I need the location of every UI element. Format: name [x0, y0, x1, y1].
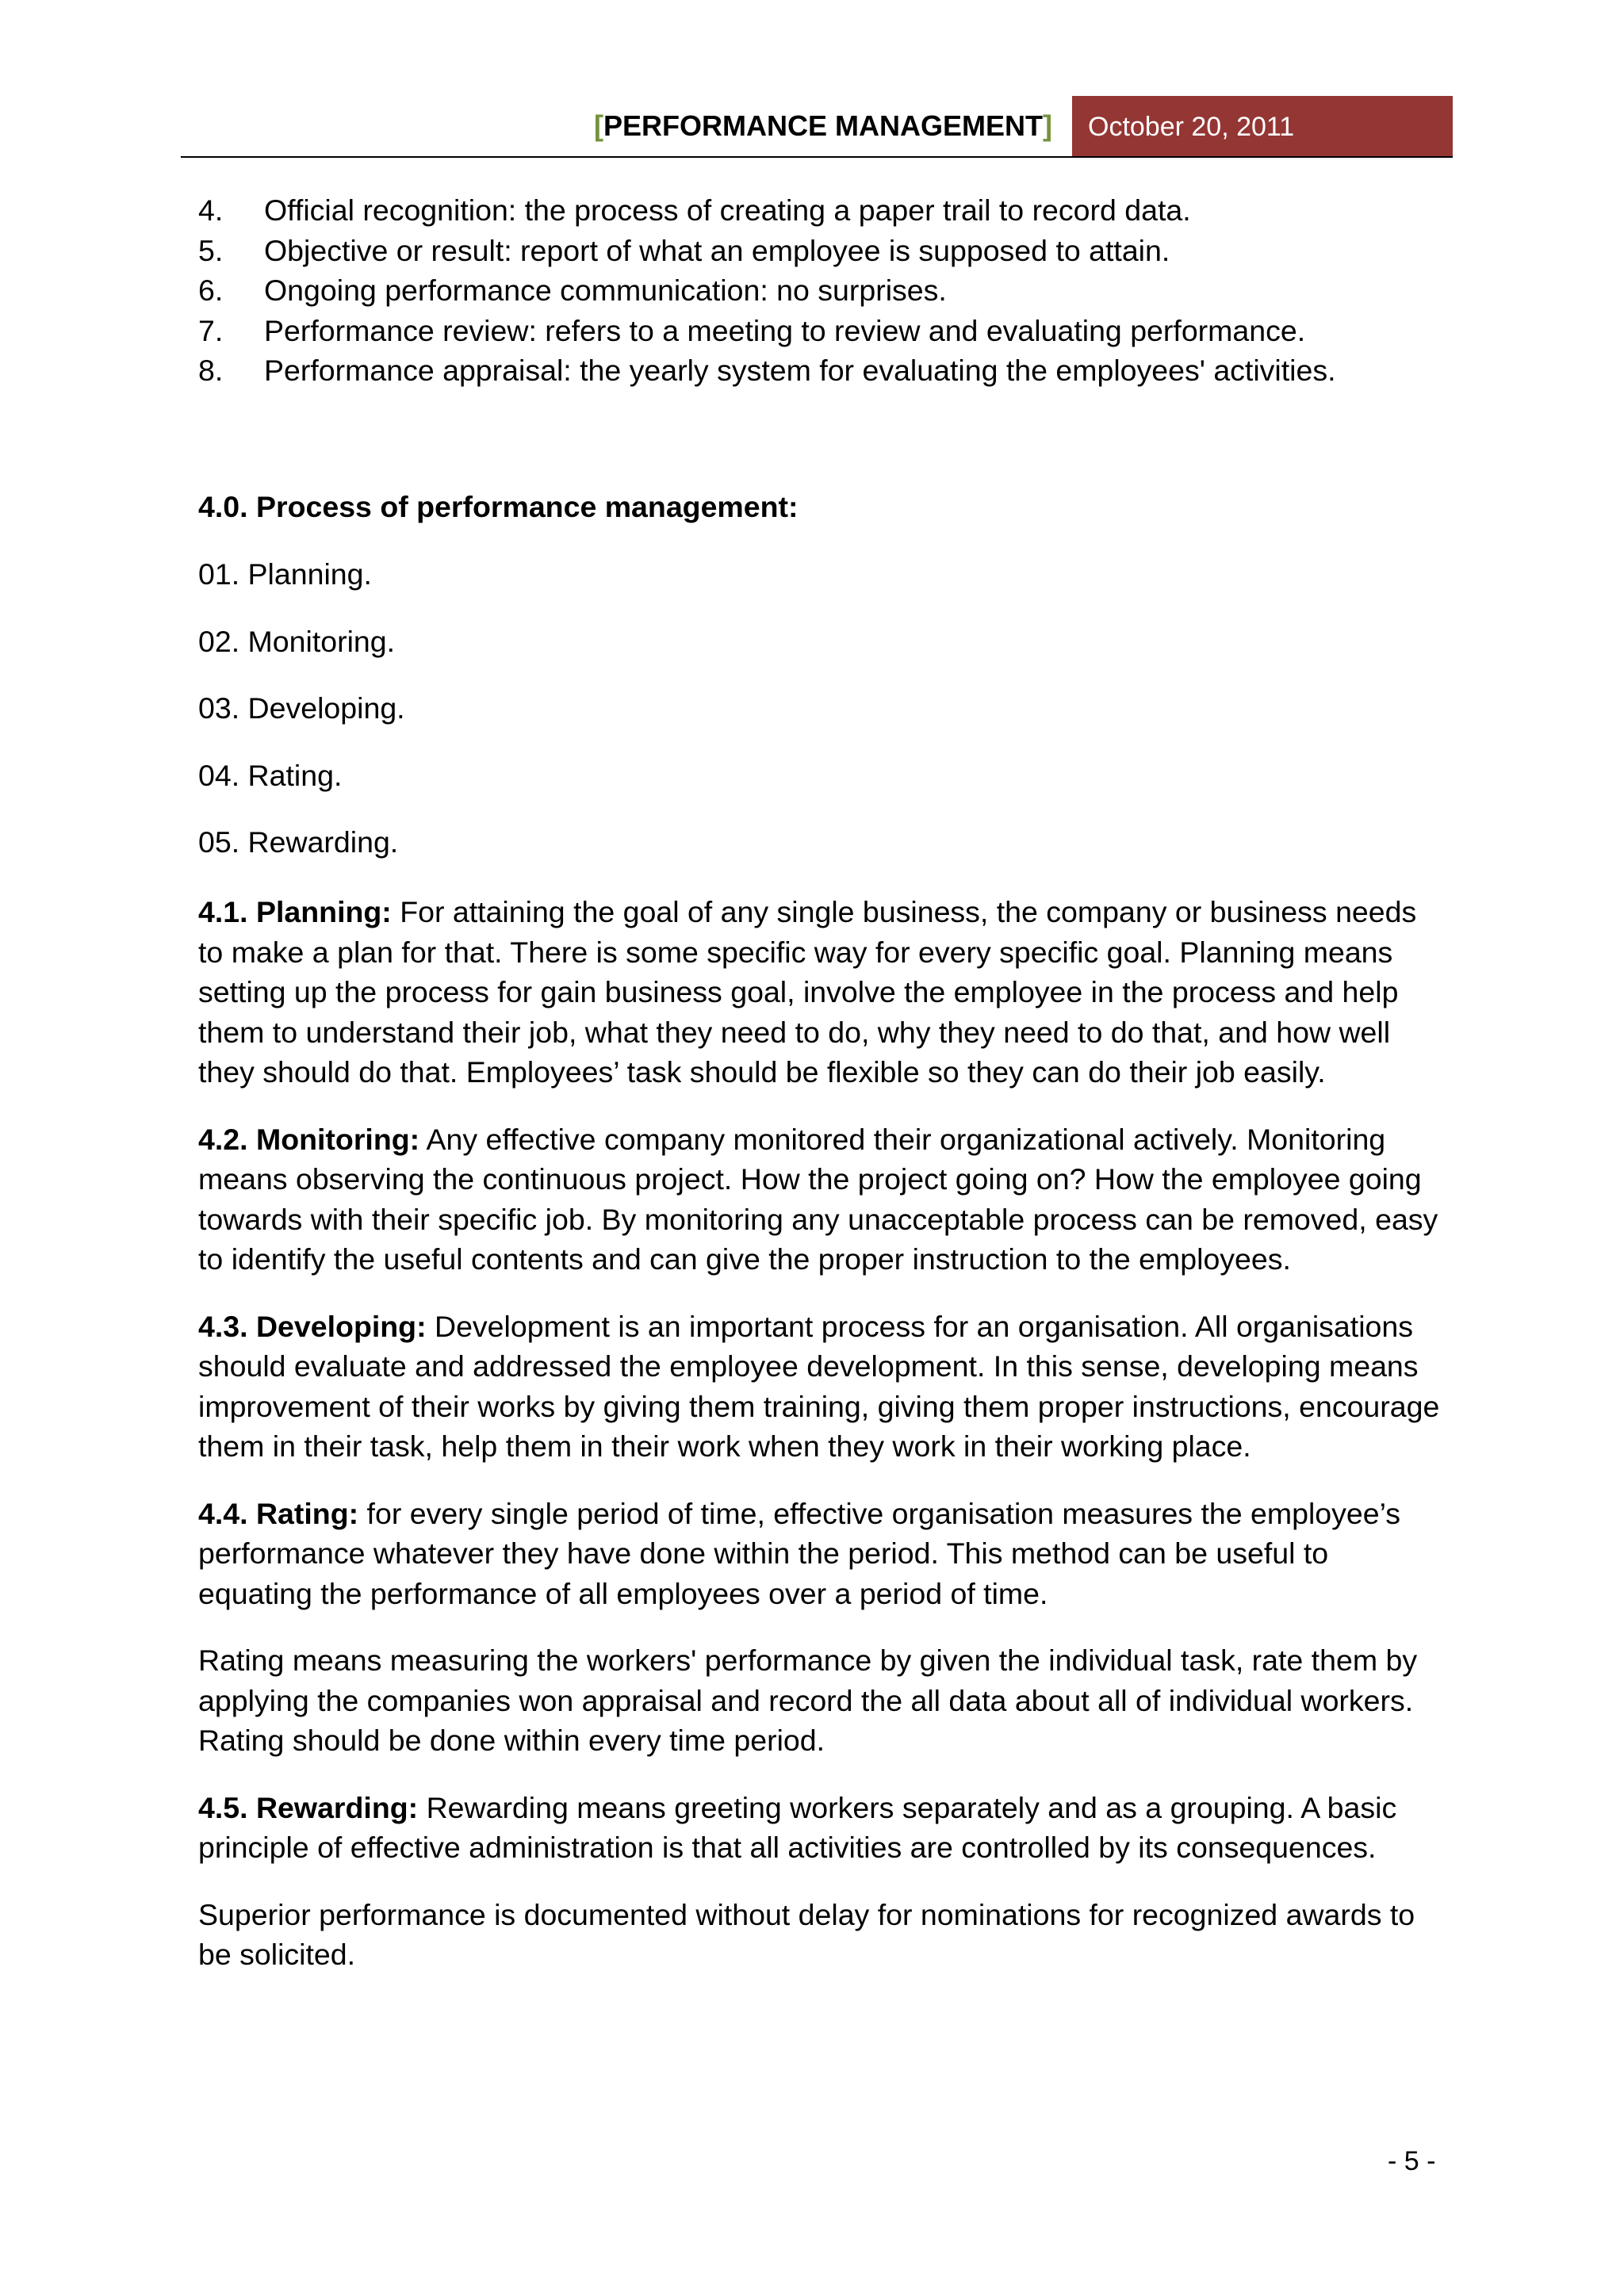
paragraph-text: Superior performance is documented without delay for nominations for recognized awards to be solicited.: [198, 1897, 1415, 1971]
paragraph-planning: [198, 892, 1443, 1093]
list-item-number: 5.: [198, 233, 224, 267]
page-header: [181, 96, 1453, 158]
paragraph-rating: [198, 1494, 1443, 1614]
header-date-box: [1072, 96, 1453, 158]
list-item-text: Performance appraisal: the yearly system for evaluating the employees' activities.: [264, 354, 1336, 387]
paragraph-text: For attaining the goal of any single business, the company or business needs to make a plan for that. There is some specific way for every specific goal. Planning means setting up the process for gain business goal, involve the employee in the process and help them to understand their job, what they need to do, why they need to do that, and how well they should do that. Employees’ task should be flexible so they can do their job easily.: [198, 895, 1417, 1089]
list-item-number: 6.: [198, 274, 224, 307]
paragraph-rewarding-detail: [198, 1895, 1443, 1975]
list-item-number: 8.: [198, 354, 224, 387]
section-heading: 4.0. Process of performance management:: [198, 490, 799, 523]
list-item: [198, 231, 1443, 271]
paragraph-label: 4.2. Monitoring:: [198, 1122, 420, 1156]
header-date: October 20, 2011: [1088, 112, 1295, 142]
body-paragraphs: [198, 892, 1443, 2002]
header-rule: [181, 156, 1453, 158]
paragraph-rating-detail: [198, 1640, 1443, 1761]
process-step: 05. Rewarding.: [198, 825, 399, 859]
paragraph-developing: [198, 1307, 1443, 1467]
process-step: 02. Monitoring.: [198, 624, 396, 658]
list-item: [198, 190, 1443, 231]
list-item: [198, 311, 1443, 351]
list-item-text: Performance review: refers to a meeting to review and evaluating performance.: [264, 313, 1306, 347]
paragraph-text: Any effective company monitored their organizational actively. Monitoring means observing the continuous project. How the project going on? How the employee going towards with their specific job. By monitoring any unacceptable process can be removed, easy to identify the useful contents and can give the proper instruction to the employees.: [198, 1122, 1438, 1276]
page-number: - 5 -: [1388, 2146, 1436, 2176]
list-item-text: Ongoing performance communication: no surprises.: [264, 274, 947, 307]
list-item-number: 7.: [198, 313, 224, 347]
header-bracket-open: [: [594, 109, 603, 142]
header-title-text: PERFORMANCE MANAGEMENT: [603, 109, 1043, 142]
process-step: 04. Rating.: [198, 758, 343, 792]
list-item-text: Official recognition: the process of creating a paper trail to record data.: [264, 193, 1191, 227]
paragraph-text: for every single period of time, effective organisation measures the employee’s performance whatever they have done within the period. This method can be useful to equating the performance of all employees over a period of time.: [198, 1496, 1401, 1610]
paragraph-monitoring: [198, 1119, 1443, 1280]
process-step: 03. Developing.: [198, 691, 405, 725]
list-item: [198, 350, 1443, 391]
list-item-number: 4.: [198, 193, 224, 227]
paragraph-label: 4.3. Developing:: [198, 1309, 427, 1343]
paragraph-label: 4.5. Rewarding:: [198, 1790, 419, 1824]
page-content: [198, 190, 1443, 1971]
paragraph-label: 4.1. Planning:: [198, 895, 392, 928]
paragraph-text: Rewarding means greeting workers separately and as a grouping. A basic principle of effective administration is that all activities are controlled by its consequences.: [198, 1790, 1397, 1864]
paragraph-text: Rating means measuring the workers' performance by given the individual task, rate them by applying the companies won appraisal and record the all data about all of individual workers. Rating should be done within every time period.: [198, 1644, 1418, 1757]
header-bracket-close: ]: [1043, 109, 1052, 142]
list-item-text: Objective or result: report of what an employee is supposed to attain.: [264, 233, 1170, 267]
paragraph-text: Development is an important process for an organisation. All organisations should evaluate and addressed the employee development. In this sense, developing means improvement of their works by giving them training, giving them proper instructions, encourage them in their task, help them in their work when they work in their working place.: [198, 1309, 1440, 1463]
header-title: [594, 109, 1052, 144]
paragraph-rewarding: [198, 1788, 1443, 1868]
numbered-list: [198, 190, 1443, 391]
paragraph-label: 4.4. Rating:: [198, 1496, 359, 1530]
list-item: [198, 270, 1443, 311]
process-step: 01. Planning.: [198, 557, 372, 591]
process-steps: [198, 554, 405, 890]
